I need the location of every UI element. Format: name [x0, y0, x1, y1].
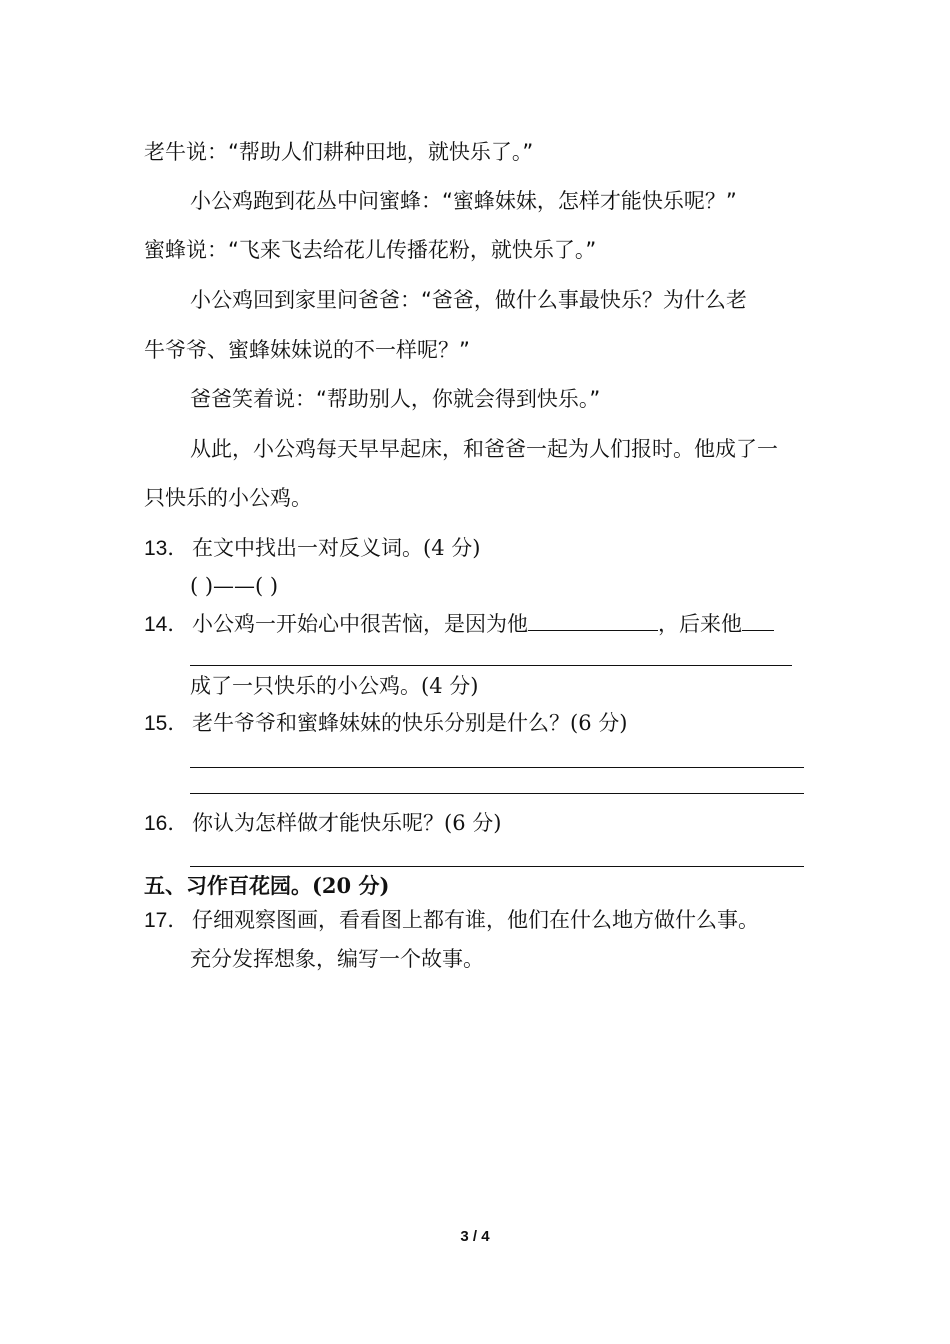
story-line-2: 小公鸡跑到花丛中问蜜蜂：“蜜蜂妹妹，怎样才能快乐呢？” [190, 189, 737, 213]
story-line-6: 爸爸笑着说：“帮助别人，你就会得到快乐。” [190, 387, 601, 411]
question-number: 15． [144, 712, 189, 735]
story-line-5: 牛爷爷、蜜蜂妹妹说的不一样呢？” [144, 338, 470, 362]
story-line-1: 老牛说：“帮助人们耕种田地，就快乐了。” [144, 140, 534, 164]
story-line-8: 只快乐的小公鸡。 [144, 486, 312, 510]
question-number: 16． [144, 812, 189, 835]
question-17-continued: 充分发挥想象，编写一个故事。 [190, 947, 484, 971]
question-14-continued: 成了一只快乐的小公鸡。(4 分) [190, 674, 479, 698]
question-number: 13． [144, 537, 189, 560]
answer-line[interactable] [190, 793, 804, 794]
story-line-7: 从此，小公鸡每天早早起床，和爸爸一起为人们报时。他成了一 [190, 437, 778, 461]
question-text: 在文中找出一对反义词。(4 分) [192, 536, 481, 560]
page-number: 3 / 4 [460, 1228, 490, 1245]
answer-line[interactable] [190, 767, 804, 768]
section-title: 五、习作百花园。(20 分) [144, 873, 390, 898]
question-number: 17． [144, 909, 189, 932]
question-text: 你认为怎样做才能快乐呢？(6 分) [192, 811, 502, 835]
story-line-4: 小公鸡回到家里问爸爸：“爸爸，做什么事最快乐？为什么老 [190, 288, 747, 312]
answer-blank[interactable] [742, 610, 774, 631]
story-line-3: 蜜蜂说：“飞来飞去给花儿传播花粉，就快乐了。” [144, 238, 597, 262]
question-text-part2: ，后来他 [658, 612, 742, 636]
question-15 [144, 709, 627, 738]
question-text: 老牛爷爷和蜜蜂妹妹的快乐分别是什么？(6 分) [192, 711, 628, 735]
antonym-pair-answer: ( )——( ) [190, 574, 279, 598]
question-17 [144, 906, 759, 935]
answer-blank[interactable] [528, 610, 658, 631]
question-text: 仔细观察图画，看看图上都有谁，他们在什么地方做什么事。 [192, 908, 759, 932]
answer-line[interactable] [190, 866, 804, 867]
question-13 [144, 534, 480, 563]
question-text-part1: 小公鸡一开始心中很苦恼，是因为他 [192, 612, 528, 636]
answer-line[interactable] [190, 665, 792, 666]
question-14 [144, 610, 774, 639]
question-16 [144, 809, 501, 838]
question-number: 14． [144, 613, 189, 636]
